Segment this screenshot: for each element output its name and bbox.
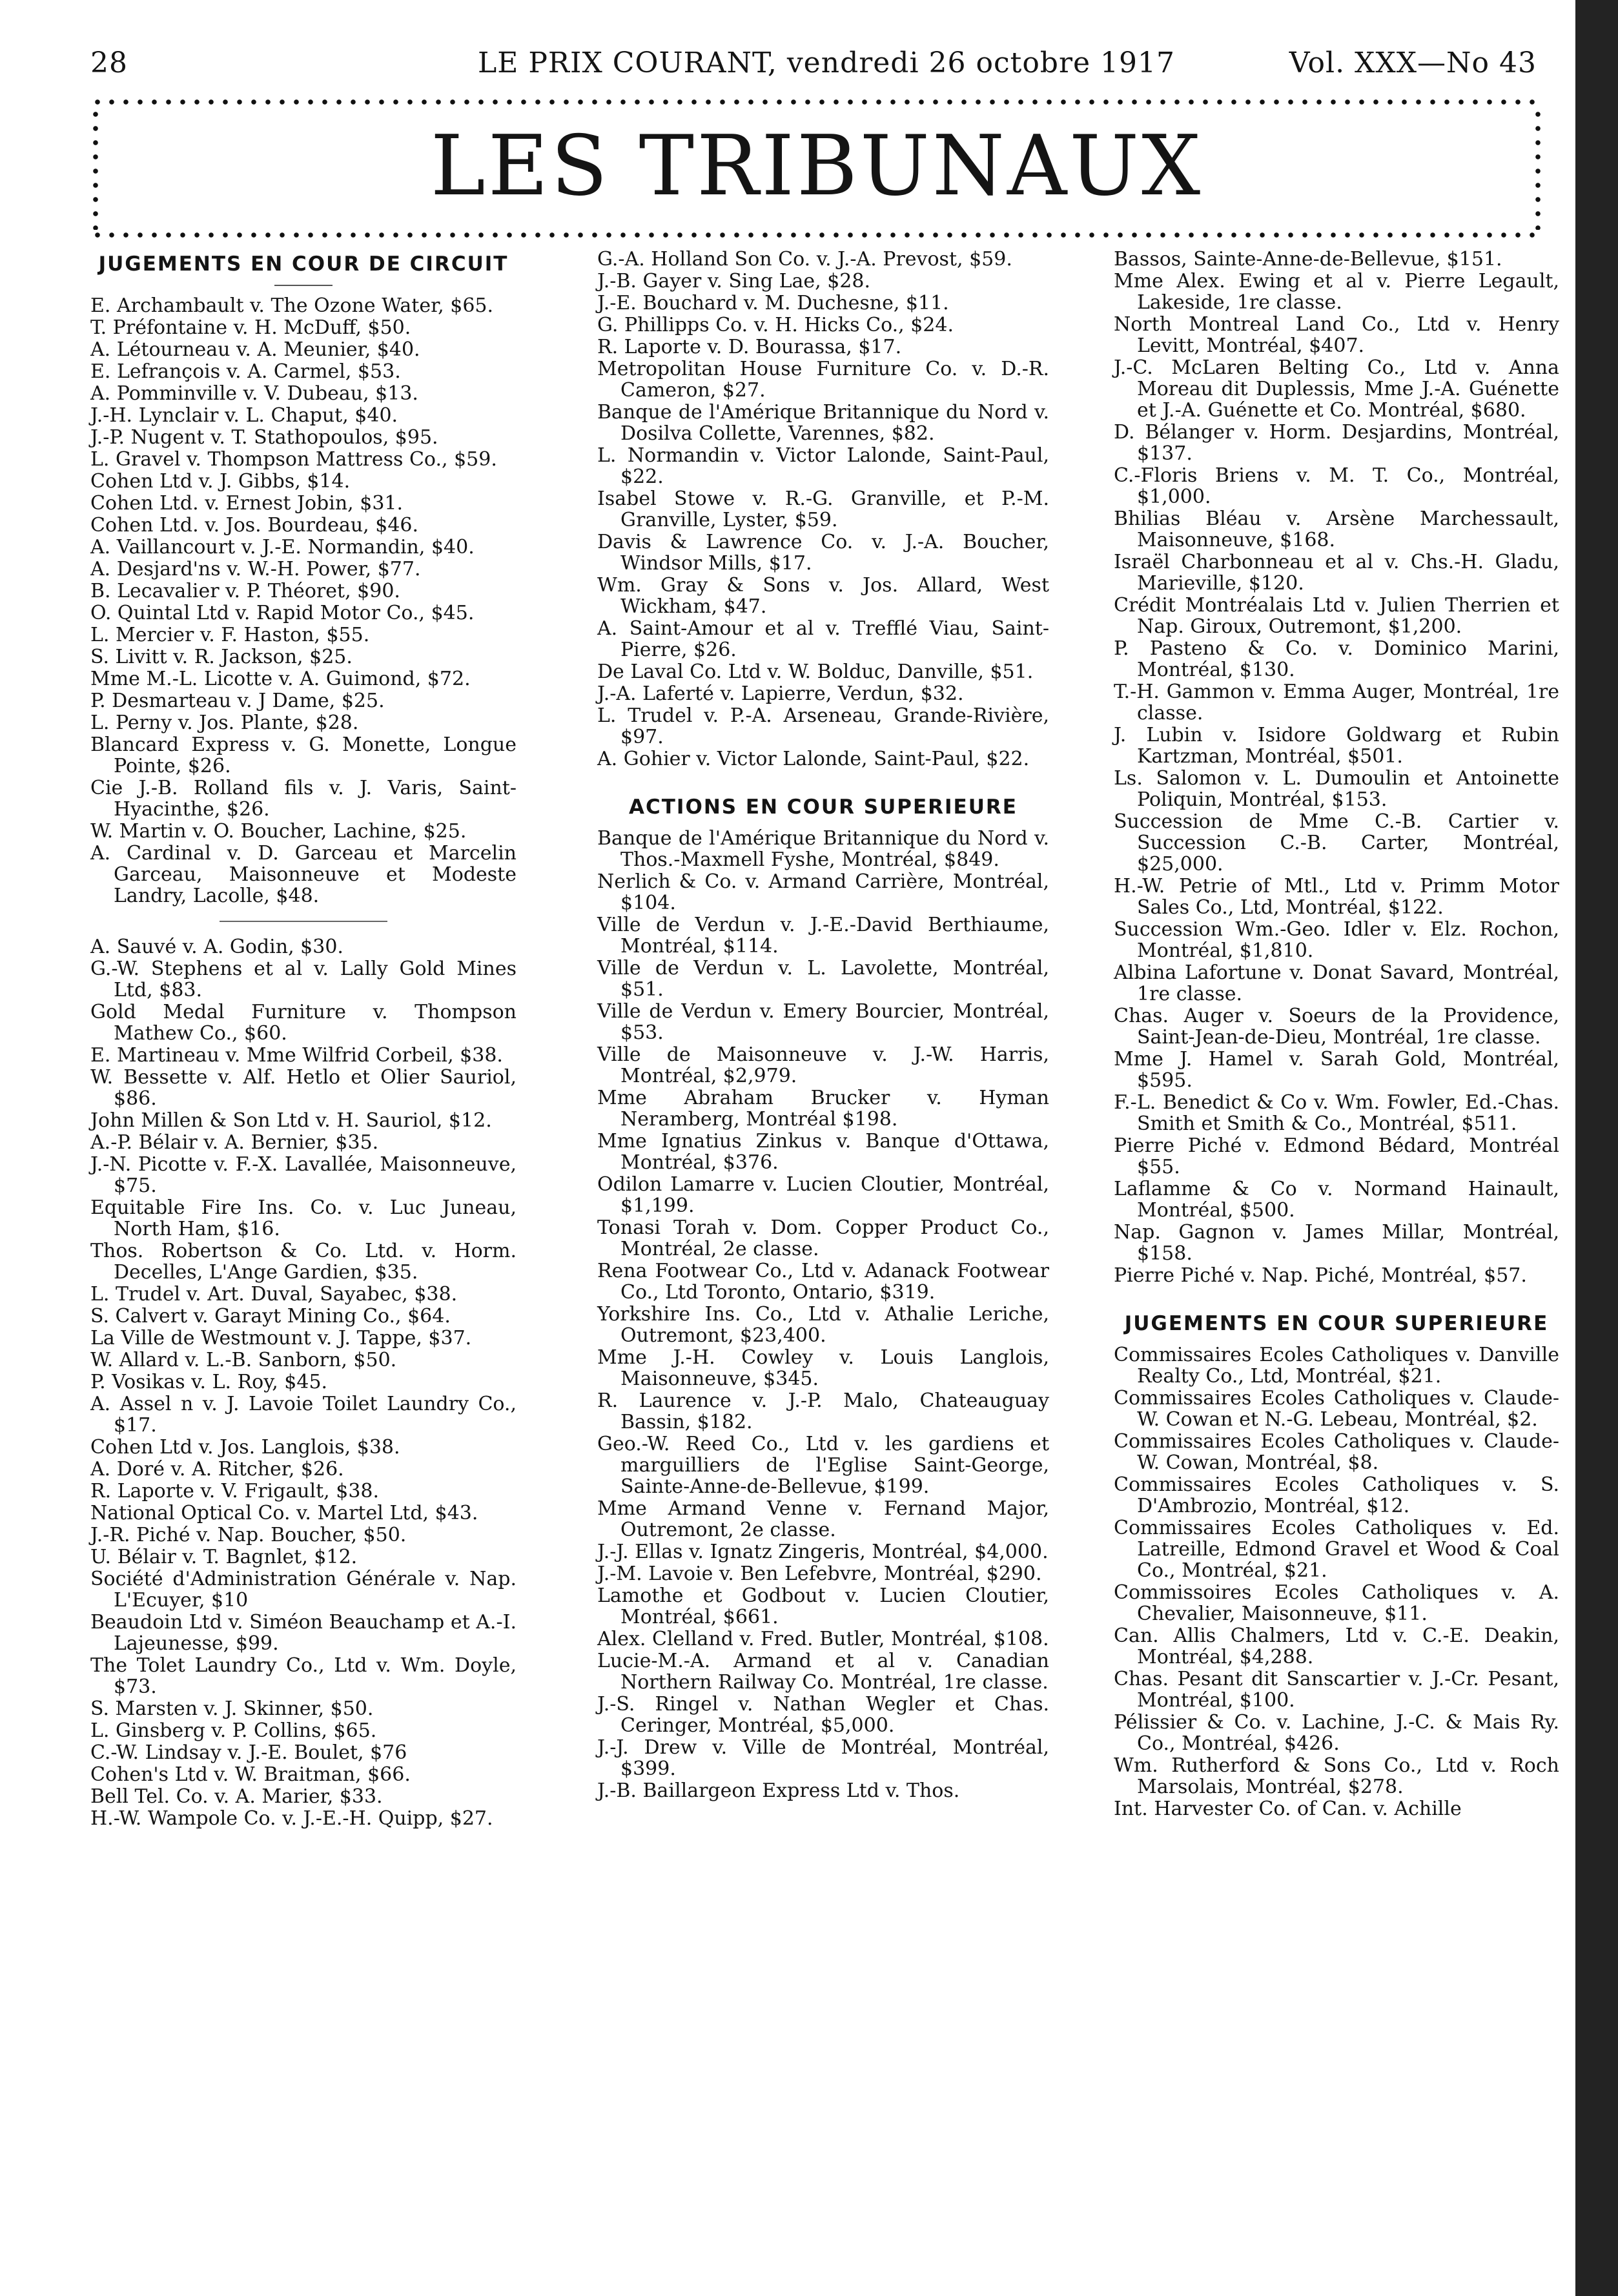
judgment-entry: J.-H. Lynclair v. L. Chaput, $40. — [90, 404, 398, 427]
ornament-border-bottom — [90, 230, 1543, 240]
judgment-entry: Banque de l'Amérique Britannique du Nord v. Thos.-Maxmell Fyshe, Montréal, $849. — [597, 827, 1049, 871]
judgment-entry: Alex. Clelland v. Fred. Butler, Montréal, $108. — [597, 1628, 1049, 1650]
section-heading: JUGEMENTS EN COUR DE CIRCUIT — [98, 252, 509, 276]
judgment-entry: Int. Harvester Co. of Can. v. Achille — [1114, 1798, 1462, 1820]
judgment-entry: O. Quintal Ltd v. Rapid Motor Co., $45. — [90, 602, 475, 624]
judgment-entry: Bassos, Sainte-Anne-de-Bellevue, $151. — [1114, 248, 1502, 271]
judgment-entry: Albina Lafortune v. Donat Savard, Montréal, 1re classe. — [1114, 961, 1559, 1005]
judgment-entry: Chas. Auger v. Soeurs de la Providence, Saint-Jean-de-Dieu, Montréal, 1re classe. — [1114, 1005, 1559, 1049]
judgment-entry: Société d'Administration Générale v. Nap. L'Ecuyer, $10 — [90, 1568, 517, 1612]
publication-title: LE PRIX COURANT, vendredi 26 octobre 1917 — [478, 46, 1176, 79]
judgment-entry: J.-J. Drew v. Ville de Montréal, Montréal, $399. — [597, 1736, 1049, 1780]
judgment-entry: Cohen's Ltd v. W. Braitman, $66. — [90, 1763, 411, 1786]
judgment-entry: The Tolet Laundry Co., Ltd v. Wm. Doyle, $73. — [90, 1654, 517, 1698]
judgment-entry: G. Phillipps Co. v. H. Hicks Co., $24. — [597, 314, 954, 336]
judgment-entry: P. Vosikas v. L. Roy, $45. — [90, 1371, 328, 1393]
judgment-entry: Ville de Maisonneuve v. J.-W. Harris, Montréal, $2,979. — [597, 1043, 1049, 1087]
judgment-entry: Cie J.-B. Rolland fils v. J. Varis, Saint-Hyacinthe, $26. — [90, 777, 517, 821]
judgment-entry: A. Cardinal v. D. Garceau et Marcelin Garceau, Maisonneuve et Modeste Landry, Lacolle, $48. — [90, 842, 517, 907]
scan-edge-bar — [1575, 0, 1618, 2296]
judgment-entry: Isabel Stowe v. R.-G. Granville, et P.-M. Granville, Lyster, $59. — [597, 487, 1049, 531]
volume-number: Vol. XXX—No 43 — [1289, 46, 1537, 79]
judgment-entry: P. Pasteno & Co. v. Dominico Marini, Montréal, $130. — [1114, 637, 1559, 681]
judgment-entry: Succession Wm.-Geo. Idler v. Elz. Rochon, Montréal, $1,810. — [1114, 918, 1559, 962]
running-header — [90, 46, 1537, 92]
ornament-border-top — [90, 97, 1543, 107]
judgment-entry: Bhilias Bléau v. Arsène Marchessault, Maisonneuve, $168. — [1114, 507, 1559, 551]
judgment-entry: Thos. Robertson & Co. Ltd. v. Horm. Decelles, L'Ange Gardien, $35. — [90, 1240, 517, 1284]
judgment-entry: A.-P. Bélair v. A. Bernier, $35. — [90, 1131, 379, 1154]
banner-title: LES TRIBUNAUX — [430, 118, 1203, 214]
section-heading: JUGEMENTS EN COUR SUPERIEURE — [1124, 1312, 1549, 1335]
judgment-entry: Mme M.-L. Licotte v. A. Guimond, $72. — [90, 668, 471, 690]
judgment-entry: Crédit Montréalais Ltd v. Julien Therrien et Nap. Giroux, Outremont, $1,200. — [1114, 594, 1559, 638]
judgment-entry: U. Bélair v. T. Bagnlet, $12. — [90, 1546, 358, 1568]
judgment-entry: Commissoires Ecoles Catholiques v. A. Chevalier, Maisonneuve, $11. — [1114, 1581, 1559, 1625]
judgment-entry: De Laval Co. Ltd v. W. Bolduc, Danville, $51. — [597, 661, 1034, 683]
judgment-entry: T. Préfontaine v. H. McDuff, $50. — [90, 316, 411, 339]
judgment-entry: Ville de Verdun v. L. Lavolette, Montréal, $51. — [597, 957, 1049, 1001]
judgment-entry: Rena Footwear Co., Ltd v. Adanack Footwear Co., Ltd Toronto, Ontario, $319. — [597, 1260, 1049, 1304]
judgment-entry: Ville de Verdun v. J.-E.-David Berthiaume, Montréal, $114. — [597, 914, 1049, 958]
judgment-entry: Davis & Lawrence Co. v. J.-A. Boucher, Windsor Mills, $17. — [597, 531, 1049, 575]
judgment-entry: H.-W. Wampole Co. v. J.-E.-H. Quipp, $27. — [90, 1807, 493, 1830]
judgment-entry: J.-A. Laferté v. Lapierre, Verdun, $32. — [597, 682, 964, 705]
judgment-entry: J.-B. Baillargeon Express Ltd v. Thos. — [597, 1779, 960, 1802]
judgment-entry: John Millen & Son Ltd v. H. Sauriol, $12. — [90, 1109, 492, 1132]
section-heading: ACTIONS EN COUR SUPERIEURE — [629, 795, 1018, 819]
judgment-entry: Pierre Piché v. Nap. Piché, Montréal, $57. — [1114, 1264, 1527, 1287]
judgment-entry: G.-W. Stephens et al v. Lally Gold Mines Ltd, $83. — [90, 958, 517, 1001]
judgment-entry: J.-B. Gayer v. Sing Lae, $28. — [597, 270, 871, 292]
judgment-entry: J.-P. Nugent v. T. Stathopoulos, $95. — [90, 426, 438, 449]
judgment-entry: Pierre Piché v. Edmond Bédard, Montréal $55. — [1114, 1134, 1559, 1178]
judgment-entry: B. Lecavalier v. P. Théoret, $90. — [90, 580, 400, 602]
judgment-entry: A. Doré v. A. Ritcher, $26. — [90, 1458, 344, 1481]
judgment-entry: G.-A. Holland Son Co. v. J.-A. Prevost, $59. — [597, 248, 1012, 271]
judgment-entry: Mme Alex. Ewing et al v. Pierre Legault, Lakeside, 1re classe. — [1114, 270, 1559, 314]
judgment-entry: A. Vaillancourt v. J.-E. Normandin, $40. — [90, 536, 475, 559]
column-2 — [597, 249, 1049, 1802]
judgment-entry: R. Laporte v. D. Bourassa, $17. — [597, 336, 902, 358]
judgment-entry: L. Gravel v. Thompson Mattress Co., $59. — [90, 448, 497, 471]
judgment-entry: S. Livitt v. R. Jackson, $25. — [90, 646, 353, 668]
judgment-entry: Beaudoin Ltd v. Siméon Beauchamp et A.-I. Lajeunesse, $99. — [90, 1611, 517, 1655]
judgment-entry: Cohen Ltd. v. Ernest Jobin, $31. — [90, 492, 404, 515]
judgment-entry: Yorkshire Ins. Co., Ltd v. Athalie Leriche, Outremont, $23,400. — [597, 1303, 1049, 1347]
judgment-entry: L. Perny v. Jos. Plante, $28. — [90, 712, 359, 734]
judgment-entry: Israël Charbonneau et al v. Chs.-H. Gladu, Marieville, $120. — [1114, 551, 1559, 595]
judgment-entry: E. Martineau v. Mme Wilfrid Corbeil, $38. — [90, 1044, 503, 1067]
judgment-entry: Commissaires Ecoles Catholiques v. Danville Realty Co., Ltd, Montréal, $21. — [1114, 1344, 1559, 1388]
judgment-entry: Commissaires Ecoles Catholiques v. Claude-W. Cowan et N.-G. Lebeau, Montréal, $2. — [1114, 1387, 1559, 1431]
judgment-entry: L. Normandin v. Victor Lalonde, Saint-Paul, $22. — [597, 444, 1049, 488]
judgment-entry: Lamothe et Godbout v. Lucien Cloutier, Montréal, $661. — [597, 1584, 1049, 1628]
judgment-entry: North Montreal Land Co., Ltd v. Henry Levitt, Montréal, $407. — [1114, 313, 1559, 357]
judgment-entry: E. Archambault v. The Ozone Water, $65. — [90, 294, 494, 317]
judgment-entry: W. Martin v. O. Boucher, Lachine, $25. — [90, 820, 467, 843]
judgment-entry: Mme J.-H. Cowley v. Louis Langlois, Maisonneuve, $345. — [597, 1346, 1049, 1390]
judgment-entry: Bell Tel. Co. v. A. Marier, $33. — [90, 1785, 383, 1808]
judgment-entry: Ls. Salomon v. L. Dumoulin et Antoinette Poliquin, Montréal, $153. — [1114, 767, 1559, 811]
judgment-entry: D. Bélanger v. Horm. Desjardins, Montréal, $137. — [1114, 421, 1559, 465]
judgment-entry: C.-Floris Briens v. M. T. Co., Montréal, $1,000. — [1114, 464, 1559, 508]
judgment-entry: Banque de l'Amérique Britannique du Nord v. Dosilva Collette, Varennes, $82. — [597, 401, 1049, 445]
judgment-entry: Cohen Ltd v. Jos. Langlois, $38. — [90, 1436, 400, 1459]
judgment-entry: Odilon Lamarre v. Lucien Cloutier, Montréal, $1,199. — [597, 1173, 1049, 1217]
judgment-entry: R. Laurence v. J.-P. Malo, Chateauguay Bassin, $182. — [597, 1389, 1049, 1433]
judgment-entry: Mme J. Hamel v. Sarah Gold, Montréal, $595. — [1114, 1048, 1559, 1092]
judgment-entry: H.-W. Petrie of Mtl., Ltd v. Primm Motor Sales Co., Ltd, Montréal, $122. — [1114, 875, 1559, 919]
judgment-entry: Equitable Fire Ins. Co. v. Luc Juneau, North Ham, $16. — [90, 1196, 517, 1240]
judgment-entry: A. Saint-Amour et al v. Trefflé Viau, Saint-Pierre, $26. — [597, 617, 1049, 661]
judgment-entry: Commissaires Ecoles Catholiques v. S. D'Ambrozio, Montréal, $12. — [1114, 1473, 1559, 1517]
judgment-entry: Mme Ignatius Zinkus v. Banque d'Ottawa, Montréal, $376. — [597, 1130, 1049, 1174]
judgment-entry: A. Létourneau v. A. Meunier, $40. — [90, 338, 420, 361]
judgment-entry: Geo.-W. Reed Co., Ltd v. les gardiens et marguilliers de l'Eglise Saint-George, Sainte-Anne-de-Bellevue, $199. — [597, 1433, 1049, 1498]
judgment-entry: Tonasi Torah v. Dom. Copper Product Co., Montréal, 2e classe. — [597, 1216, 1049, 1260]
heading-rule — [274, 285, 333, 286]
section-banner — [90, 97, 1543, 240]
judgment-entry: A. Desjard'ns v. W.-H. Power, $77. — [90, 558, 421, 580]
judgment-entry: W. Allard v. L.-B. Sanborn, $50. — [90, 1349, 397, 1371]
judgment-entry: Cohen Ltd. v. Jos. Bourdeau, $46. — [90, 514, 419, 537]
judgment-entry: Pélissier & Co. v. Lachine, J.-C. & Mais Ry. Co., Montréal, $426. — [1114, 1711, 1559, 1755]
judgment-entry: Chas. Pesant dit Sanscartier v. J.-Cr. Pesant, Montréal, $100. — [1114, 1668, 1559, 1712]
judgment-entry: R. Laporte v. V. Frigault, $38. — [90, 1480, 380, 1502]
judgment-entry: F.-L. Benedict & Co v. Wm. Fowler, Ed.-Chas. Smith et Smith & Co., Montréal, $511. — [1114, 1091, 1559, 1135]
judgment-entry: J. Lubin v. Isidore Goldwarg et Rubin Kartzman, Montréal, $501. — [1114, 724, 1559, 768]
judgment-entry: L. Trudel v. Art. Duval, Sayabec, $38. — [90, 1283, 458, 1306]
judgment-entry: L. Ginsberg v. P. Collins, $65. — [90, 1719, 377, 1742]
judgment-entry: P. Desmarteau v. J Dame, $25. — [90, 690, 385, 712]
column-3 — [1114, 249, 1559, 1820]
judgment-entry: L. Mercier v. F. Haston, $55. — [90, 624, 370, 646]
column-1 — [90, 249, 517, 1830]
judgment-entry: Ville de Verdun v. Emery Bourcier, Montréal, $53. — [597, 1000, 1049, 1044]
judgment-entry: Gold Medal Furniture v. Thompson Mathew Co., $60. — [90, 1001, 517, 1045]
section-separator-rule — [220, 921, 387, 922]
judgment-entry: Cohen Ltd v. J. Gibbs, $14. — [90, 470, 351, 493]
judgment-entry: Mme Armand Venne v. Fernand Major, Outremont, 2e classe. — [597, 1497, 1049, 1541]
judgment-entry: A. Sauvé v. A. Godin, $30. — [90, 936, 343, 958]
judgment-entry: T.-H. Gammon v. Emma Auger, Montréal, 1re classe. — [1114, 681, 1559, 724]
judgment-entry: J.-M. Lavoie v. Ben Lefebvre, Montréal, $290. — [597, 1563, 1042, 1585]
judgment-entry: A. Gohier v. Victor Lalonde, Saint-Paul, $22. — [597, 748, 1030, 770]
judgment-entry: J.-R. Piché v. Nap. Boucher, $50. — [90, 1524, 407, 1546]
judgment-entry: J.-J. Ellas v. Ignatz Zingeris, Montréal, $4,000. — [597, 1541, 1049, 1563]
judgment-entry: Laflamme & Co v. Normand Hainault, Montréal, $500. — [1114, 1178, 1559, 1222]
judgment-entry: Commissaires Ecoles Catholiques v. Ed. Latreille, Edmond Gravel et Wood & Coal Co., Montréal, $21. — [1114, 1517, 1559, 1582]
judgment-entry: J.-E. Bouchard v. M. Duchesne, $11. — [597, 292, 949, 314]
judgment-entry: La Ville de Westmount v. J. Tappe, $37. — [90, 1327, 472, 1349]
judgment-entry: J.-S. Ringel v. Nathan Wegler et Chas. Ceringer, Montréal, $5,000. — [597, 1693, 1049, 1737]
judgment-entry: W. Bessette v. Alf. Hetlo et Olier Sauriol, $86. — [90, 1066, 517, 1110]
judgment-entry: S. Marsten v. J. Skinner, $50. — [90, 1697, 374, 1720]
judgment-entry: Blancard Express v. G. Monette, Longue Pointe, $26. — [90, 733, 517, 777]
judgment-entry: Lucie-M.-A. Armand et al v. Canadian Northern Railway Co. Montréal, 1re classe. — [597, 1650, 1049, 1694]
judgment-entry: L. Trudel v. P.-A. Arseneau, Grande-Rivière, $97. — [597, 704, 1049, 748]
judgment-entry: J.-N. Picotte v. F.-X. Lavallée, Maisonneuve, $75. — [90, 1153, 517, 1197]
judgment-entry: A. Pomminville v. V. Dubeau, $13. — [90, 382, 418, 405]
judgment-entry: C.-W. Lindsay v. J.-E. Boulet, $76 — [90, 1741, 407, 1764]
judgment-entry: A. Assel n v. J. Lavoie Toilet Laundry Co., $17. — [90, 1393, 517, 1437]
judgment-entry: Metropolitan House Furniture Co. v. D.-R. Cameron, $27. — [597, 358, 1049, 402]
judgment-entry: National Optical Co. v. Martel Ltd, $43. — [90, 1502, 478, 1524]
judgment-entry: Wm. Rutherford & Sons Co., Ltd v. Roch Marsolais, Montréal, $278. — [1114, 1754, 1559, 1798]
judgment-entry: Succession de Mme C.-B. Cartier v. Succession C.-B. Carter, Montréal, $25,000. — [1114, 810, 1559, 876]
judgment-entry: Commissaires Ecoles Catholiques v. Claude-W. Cowan, Montréal, $8. — [1114, 1430, 1559, 1474]
judgment-entry: S. Calvert v. Garayt Mining Co., $64. — [90, 1305, 451, 1327]
page-number: 28 — [90, 46, 128, 79]
judgment-entry: J.-C. McLaren Belting Co., Ltd v. Anna Moreau dit Duplessis, Mme J.-A. Guénette et J.-A. Guénette et Co. Montréal, $680. — [1114, 356, 1559, 422]
judgment-entry: Nap. Gagnon v. James Millar, Montréal, $158. — [1114, 1221, 1559, 1265]
judgment-entry: Wm. Gray & Sons v. Jos. Allard, West Wickham, $47. — [597, 574, 1049, 618]
judgment-entry: Nerlich & Co. v. Armand Carrière, Montréal, $104. — [597, 870, 1049, 914]
judgment-entry: Can. Allis Chalmers, Ltd v. C.-E. Deakin, Montréal, $4,288. — [1114, 1625, 1559, 1668]
judgment-entry: E. Lefrançois v. A. Carmel, $53. — [90, 360, 401, 383]
judgment-entry: Mme Abraham Brucker v. Hyman Neramberg, Montréal $198. — [597, 1087, 1049, 1131]
